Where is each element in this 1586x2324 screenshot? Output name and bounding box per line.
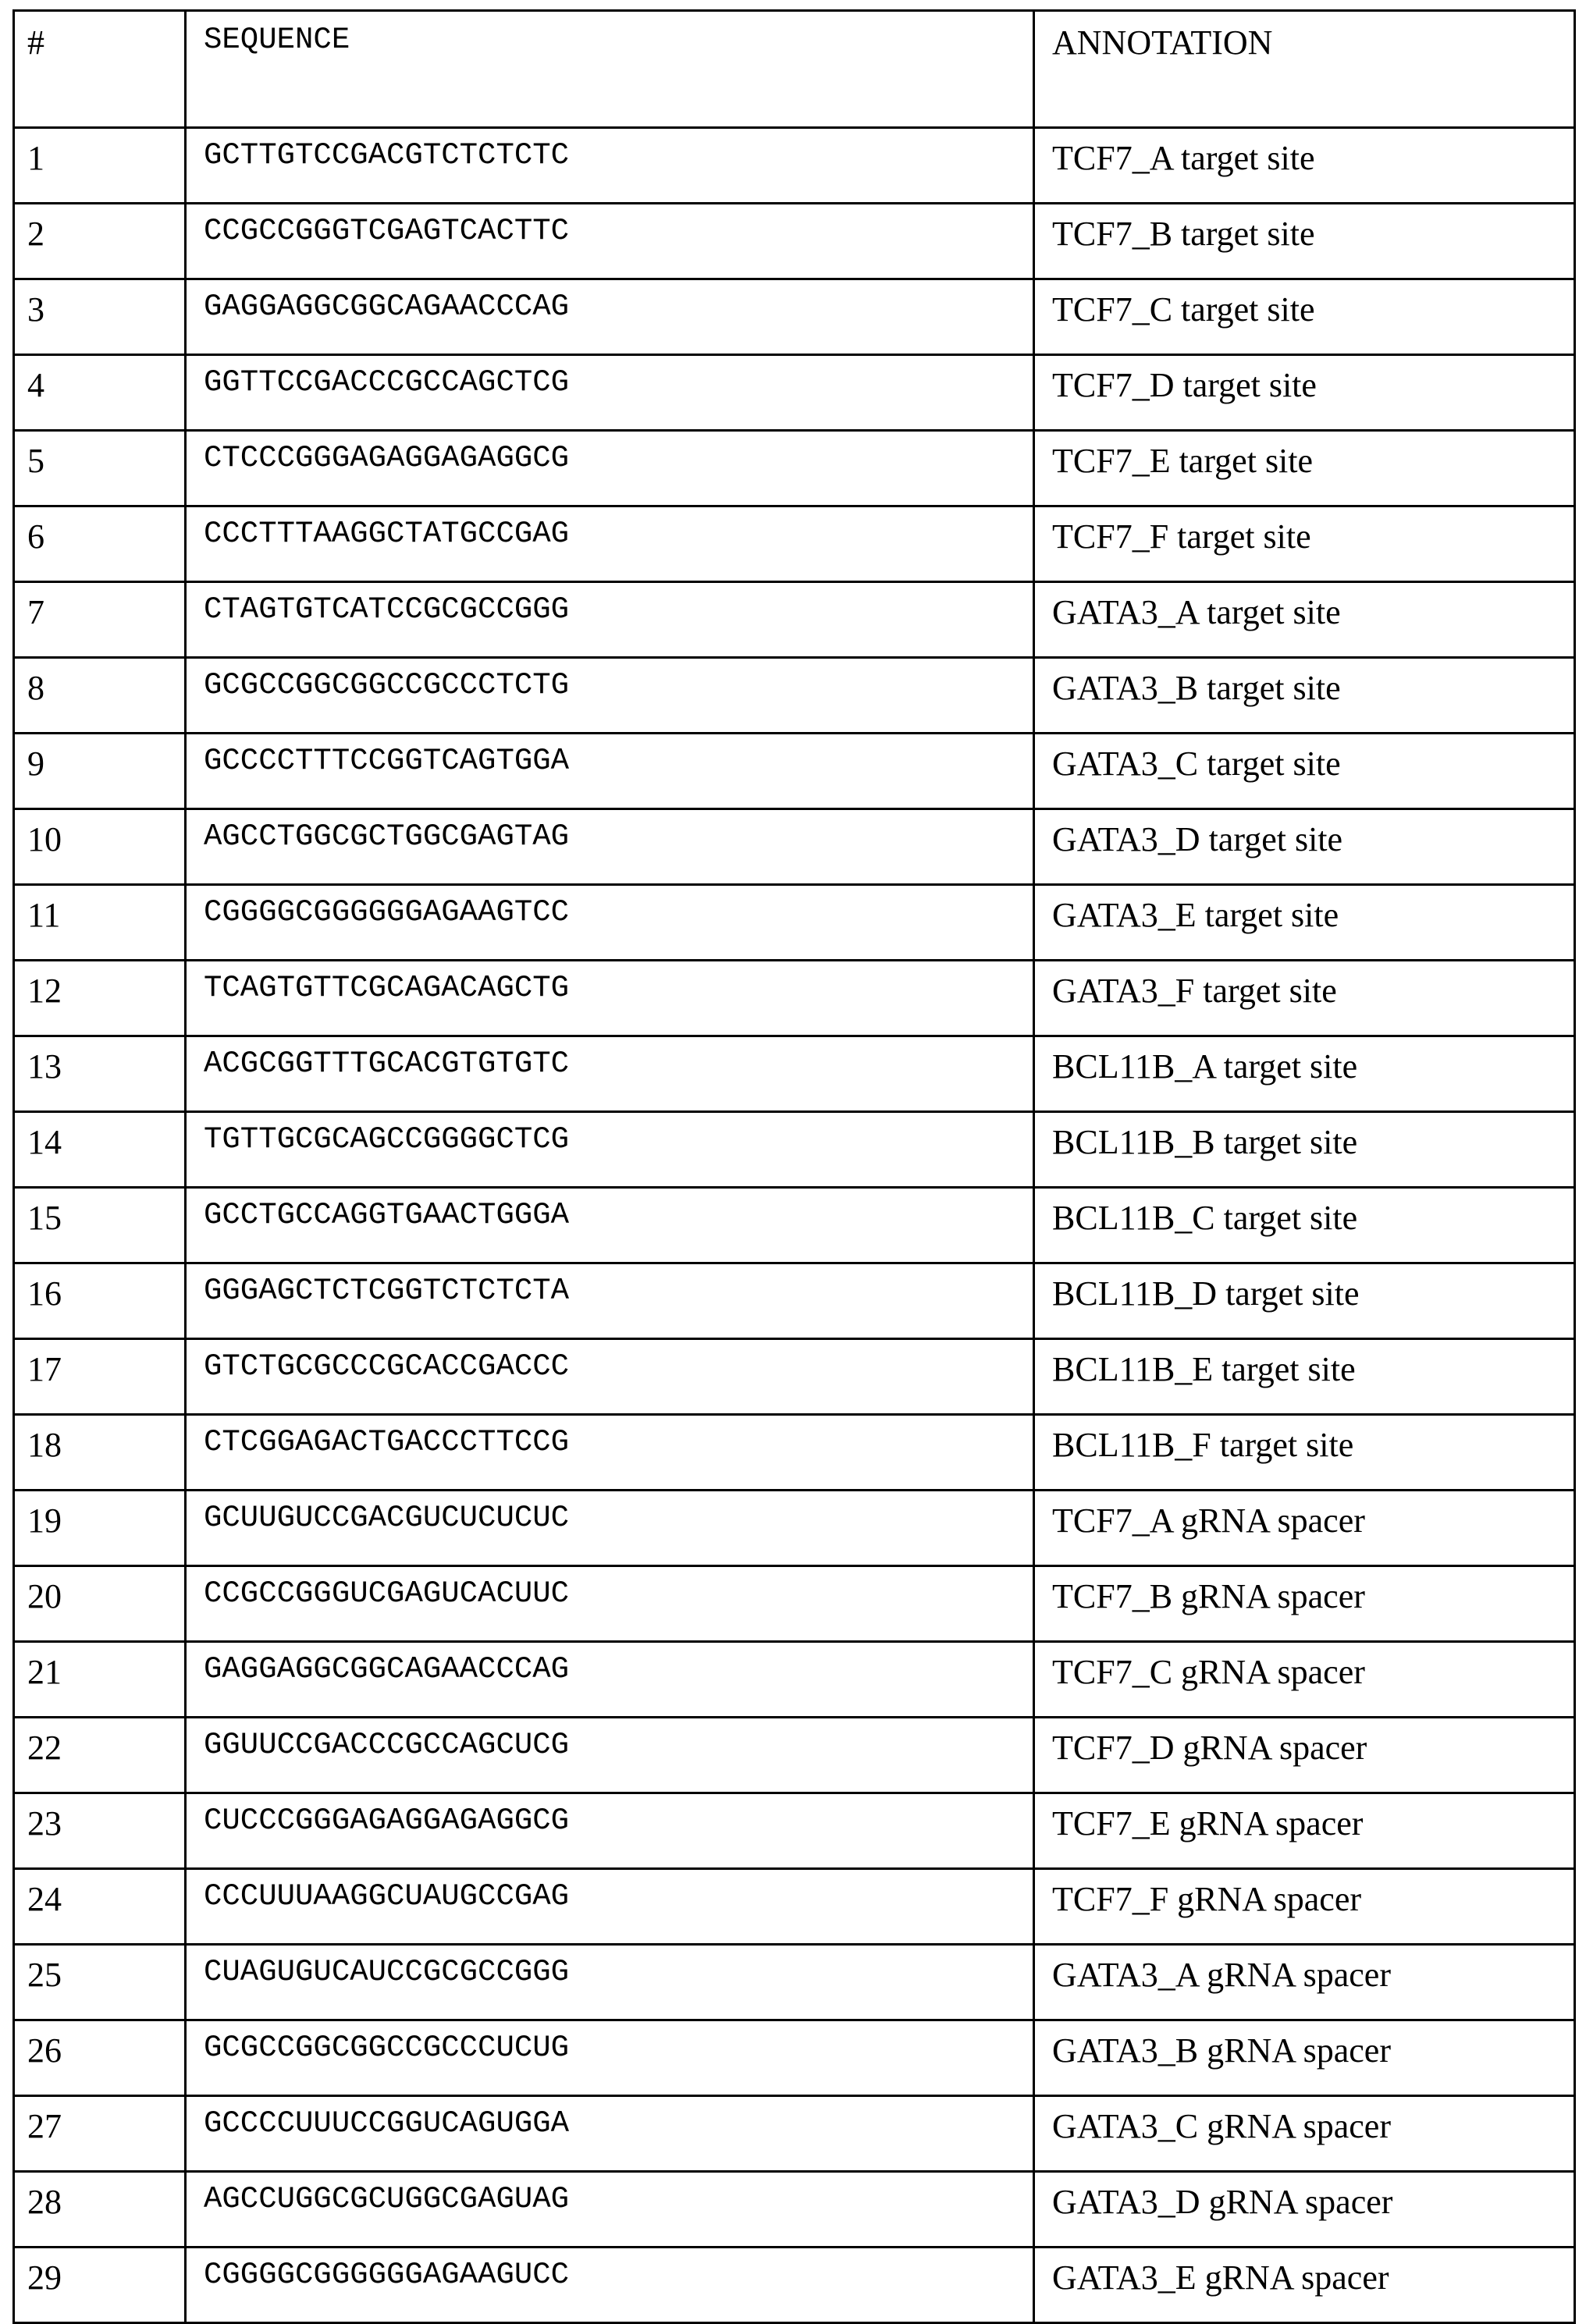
table-row (14, 2172, 1575, 2248)
row-annotation: GATA3_D gRNA spacer (1034, 2172, 1575, 2248)
row-number: 2 (14, 204, 186, 279)
table-header (14, 11, 1575, 128)
row-sequence: CCGCCGGGUCGAGUCACUUC (186, 1566, 1034, 1642)
table-row (14, 1718, 1575, 1793)
row-annotation: TCF7_E target site (1034, 431, 1575, 506)
table-row (14, 2248, 1575, 2323)
row-annotation: GATA3_E gRNA spacer (1034, 2248, 1575, 2323)
table-row (14, 2020, 1575, 2096)
row-sequence: GTCTGCGCCCGCACCGACCC (186, 1339, 1034, 1415)
row-sequence: CUAGUGUCAUCCGCGCCGGG (186, 1945, 1034, 2020)
row-sequence: CCGCCGGGTCGAGTCACTTC (186, 204, 1034, 279)
row-number: 5 (14, 431, 186, 506)
row-number: 28 (14, 2172, 186, 2248)
row-number: 24 (14, 1869, 186, 1945)
row-sequence: CGGGGCGGGGGGAGAAGTCC (186, 885, 1034, 961)
row-number: 11 (14, 885, 186, 961)
row-number: 19 (14, 1491, 186, 1566)
row-annotation: GATA3_C gRNA spacer (1034, 2096, 1575, 2172)
table-row (14, 734, 1575, 809)
table-row (14, 506, 1575, 582)
row-annotation: TCF7_A gRNA spacer (1034, 1491, 1575, 1566)
row-number: 23 (14, 1793, 186, 1869)
row-annotation: GATA3_B target site (1034, 658, 1575, 734)
row-annotation: TCF7_F target site (1034, 506, 1575, 582)
row-number: 17 (14, 1339, 186, 1415)
row-sequence: CUCCCGGGAGAGGAGAGGCG (186, 1793, 1034, 1869)
row-annotation: TCF7_C gRNA spacer (1034, 1642, 1575, 1718)
row-number: 1 (14, 128, 186, 204)
table-row (14, 1869, 1575, 1945)
table-row (14, 961, 1575, 1036)
row-number: 15 (14, 1188, 186, 1263)
row-number: 7 (14, 582, 186, 658)
row-sequence: GAGGAGGCGGCAGAACCCAG (186, 279, 1034, 355)
row-annotation: TCF7_E gRNA spacer (1034, 1793, 1575, 1869)
row-annotation: GATA3_A gRNA spacer (1034, 1945, 1575, 2020)
row-number: 12 (14, 961, 186, 1036)
table-body (14, 128, 1575, 2323)
sequence-table (12, 9, 1576, 2324)
row-sequence: GGGAGCTCTCGGTCTCTCTA (186, 1263, 1034, 1339)
row-sequence: CTCCCGGGAGAGGAGAGGCG (186, 431, 1034, 506)
header-sequence: SEQUENCE (186, 11, 1034, 128)
row-number: 29 (14, 2248, 186, 2323)
table-row (14, 1112, 1575, 1188)
row-sequence: AGCCTGGCGCTGGCGAGTAG (186, 809, 1034, 885)
row-sequence: CTAGTGTCATCCGCGCCGGG (186, 582, 1034, 658)
row-sequence: AGCCUGGCGCUGGCGAGUAG (186, 2172, 1034, 2248)
row-annotation: TCF7_B target site (1034, 204, 1575, 279)
row-sequence: GCUUGUCCGACGUCUCUCUC (186, 1491, 1034, 1566)
row-sequence: CCCUUUAAGGCUAUGCCGAG (186, 1869, 1034, 1945)
row-annotation: TCF7_D gRNA spacer (1034, 1718, 1575, 1793)
table-row (14, 431, 1575, 506)
row-sequence: TGTTGCGCAGCCGGGGCTCG (186, 1112, 1034, 1188)
row-annotation: BCL11B_A target site (1034, 1036, 1575, 1112)
row-number: 27 (14, 2096, 186, 2172)
table-row (14, 1566, 1575, 1642)
table-row (14, 279, 1575, 355)
row-sequence: CTCGGAGACTGACCCTTCCG (186, 1415, 1034, 1491)
row-annotation: BCL11B_D target site (1034, 1263, 1575, 1339)
row-sequence: ACGCGGTTTGCACGTGTGTC (186, 1036, 1034, 1112)
row-annotation: BCL11B_B target site (1034, 1112, 1575, 1188)
row-sequence: GGTTCCGACCCGCCAGCTCG (186, 355, 1034, 431)
row-sequence: GCGCCGGCGGCCGCCCTCTG (186, 658, 1034, 734)
row-number: 21 (14, 1642, 186, 1718)
row-number: 22 (14, 1718, 186, 1793)
row-sequence: GAGGAGGCGGCAGAACCCAG (186, 1642, 1034, 1718)
row-annotation: TCF7_A target site (1034, 128, 1575, 204)
row-annotation: GATA3_A target site (1034, 582, 1575, 658)
table-row (14, 1188, 1575, 1263)
row-number: 26 (14, 2020, 186, 2096)
row-sequence: CCCTTTAAGGCTATGCCGAG (186, 506, 1034, 582)
table-row (14, 658, 1575, 734)
table-row (14, 1491, 1575, 1566)
table-row (14, 1339, 1575, 1415)
row-number: 10 (14, 809, 186, 885)
row-number: 20 (14, 1566, 186, 1642)
row-annotation: GATA3_C target site (1034, 734, 1575, 809)
row-annotation: TCF7_C target site (1034, 279, 1575, 355)
table-row (14, 1793, 1575, 1869)
row-number: 14 (14, 1112, 186, 1188)
row-sequence: GCGCCGGCGGCCGCCCUCUG (186, 2020, 1034, 2096)
table-row (14, 204, 1575, 279)
table-row (14, 2096, 1575, 2172)
row-annotation: TCF7_B gRNA spacer (1034, 1566, 1575, 1642)
row-annotation: TCF7_D target site (1034, 355, 1575, 431)
row-number: 4 (14, 355, 186, 431)
row-number: 9 (14, 734, 186, 809)
table-row (14, 1036, 1575, 1112)
row-sequence: GCTTGTCCGACGTCTCTCTC (186, 128, 1034, 204)
header-annotation: ANNOTATION (1034, 11, 1575, 128)
table-row (14, 1415, 1575, 1491)
table-row (14, 582, 1575, 658)
row-number: 6 (14, 506, 186, 582)
row-annotation: BCL11B_F target site (1034, 1415, 1575, 1491)
table-row (14, 1263, 1575, 1339)
row-annotation: GATA3_D target site (1034, 809, 1575, 885)
row-sequence: CGGGGCGGGGGGAGAAGUCC (186, 2248, 1034, 2323)
row-annotation: GATA3_F target site (1034, 961, 1575, 1036)
table-row (14, 809, 1575, 885)
table-row (14, 355, 1575, 431)
row-number: 13 (14, 1036, 186, 1112)
table-row (14, 1945, 1575, 2020)
row-annotation: BCL11B_E target site (1034, 1339, 1575, 1415)
row-sequence: GCCTGCCAGGTGAACTGGGA (186, 1188, 1034, 1263)
row-sequence: GCCCCUUUCCGGUCAGUGGA (186, 2096, 1034, 2172)
table-row (14, 128, 1575, 204)
row-sequence: GGUUCCGACCCGCCAGCUCG (186, 1718, 1034, 1793)
row-sequence: GCCCCTTTCCGGTCAGTGGA (186, 734, 1034, 809)
row-annotation: TCF7_F gRNA spacer (1034, 1869, 1575, 1945)
row-number: 3 (14, 279, 186, 355)
row-number: 8 (14, 658, 186, 734)
table-row (14, 885, 1575, 961)
row-number: 25 (14, 1945, 186, 2020)
header-row (14, 11, 1575, 128)
row-number: 18 (14, 1415, 186, 1491)
row-annotation: BCL11B_C target site (1034, 1188, 1575, 1263)
row-sequence: TCAGTGTTCGCAGACAGCTG (186, 961, 1034, 1036)
row-annotation: GATA3_E target site (1034, 885, 1575, 961)
table-row (14, 1642, 1575, 1718)
row-number: 16 (14, 1263, 186, 1339)
row-annotation: GATA3_B gRNA spacer (1034, 2020, 1575, 2096)
header-number: # (14, 11, 186, 128)
